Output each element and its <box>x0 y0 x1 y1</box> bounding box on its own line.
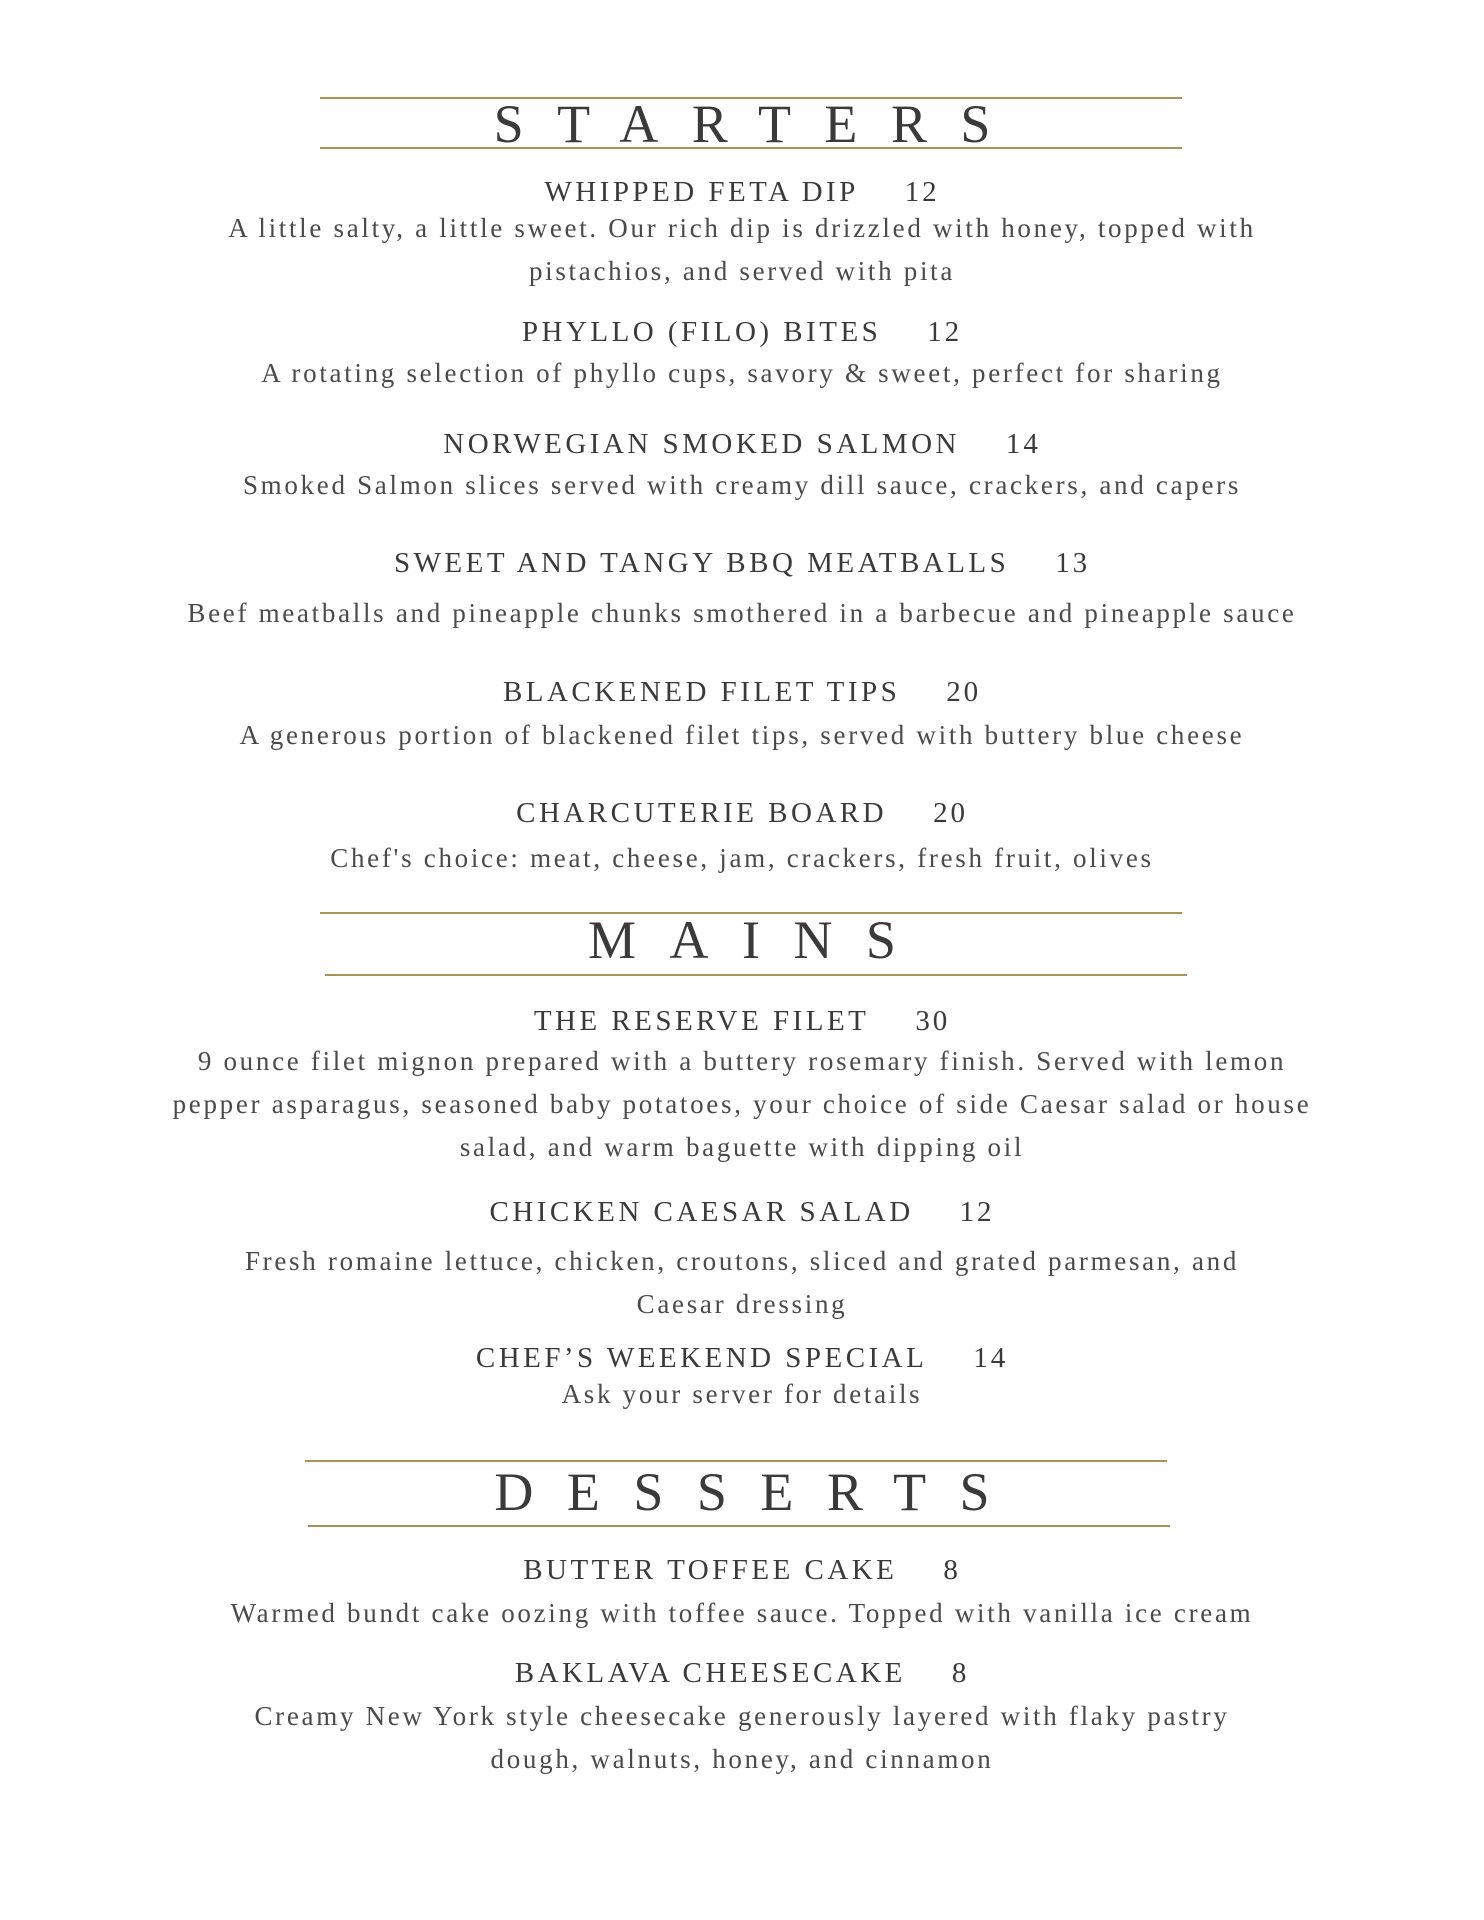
item-title: BUTTER TOFFEE CAKE <box>523 1554 898 1586</box>
menu-item-description: Ask your server for details <box>561 1379 923 1409</box>
menu-item-name <box>0 1340 1484 1376</box>
menu-item-name <box>0 314 1484 350</box>
menu-item-description: A little salty, a little sweet. Our rich dip is drizzled with honey, topped with pistachios, and served with pita <box>228 213 1256 286</box>
item-price: 14 <box>973 1342 1009 1374</box>
section-title-mains: MAINS <box>588 910 930 970</box>
menu-item-name <box>0 545 1484 581</box>
menu-item-name <box>0 1003 1484 1039</box>
menu-item-description: A rotating selection of phyllo cups, savory & sweet, perfect for sharing <box>261 358 1223 388</box>
menu-item-description: Smoked Salmon slices served with creamy dill sauce, crackers, and capers <box>242 470 1242 500</box>
item-price: 8 <box>943 1554 961 1586</box>
item-price: 20 <box>946 676 982 708</box>
menu-item-description: 9 ounce filet mignon prepared with a buttery rosemary finish. Served with lemon pepper asparagus, seasoned baby potatoes, your choice of side Caesar salad or house salad, and warm baguette with dipping oil <box>172 1046 1312 1162</box>
item-title: WHIPPED FETA DIP <box>544 176 859 208</box>
item-title: NORWEGIAN SMOKED SALMON <box>443 428 960 460</box>
item-price: 8 <box>951 1657 970 1689</box>
starters-bottom-rule <box>320 147 1182 149</box>
item-title: CHARCUTERIE BOARD <box>516 797 888 829</box>
menu-item-description: Fresh romaine lettuce, chicken, croutons, sliced and grated parmesan, and Caesar dressing <box>244 1246 1240 1319</box>
menu-item-description: A generous portion of blackened filet tips, served with buttery blue cheese <box>239 720 1245 750</box>
item-price: 13 <box>1055 547 1091 579</box>
item-title: BAKLAVA CHEESECAKE <box>514 1657 906 1689</box>
menu-item-description: Beef meatballs and pineapple chunks smothered in a barbecue and pineapple sauce <box>187 598 1297 628</box>
item-price: 14 <box>1005 428 1041 460</box>
item-title: THE RESERVE FILET <box>533 1005 870 1037</box>
item-title: CHICKEN CAESAR SALAD <box>489 1196 914 1228</box>
item-price: 12 <box>927 316 963 348</box>
menu-item-name <box>0 795 1484 831</box>
menu-item-description: Chef's choice: meat, cheese, jam, crackers, fresh fruit, olives <box>330 843 1154 873</box>
section-title-desserts: DESSERTS <box>494 1462 1024 1522</box>
section-title-starters: STARTERS <box>493 94 1024 154</box>
menu-item-name <box>0 174 1484 210</box>
item-title: PHYLLO (FILO) BITES <box>521 316 882 348</box>
item-title: SWEET AND TANGY BBQ MEATBALLS <box>393 547 1010 579</box>
item-price: 20 <box>933 797 968 829</box>
menu-item-name <box>0 1552 1484 1588</box>
item-price: 30 <box>915 1005 951 1037</box>
menu-item-description: Warmed bundt cake oozing with toffee sauce. Topped with vanilla ice cream <box>230 1598 1254 1628</box>
mains-bottom-rule <box>325 974 1187 976</box>
item-price: 12 <box>959 1196 995 1228</box>
menu-item-name <box>0 426 1484 462</box>
item-title: BLACKENED FILET TIPS <box>502 676 901 708</box>
item-price: 12 <box>904 176 940 208</box>
desserts-bottom-rule <box>308 1525 1170 1527</box>
menu-item-description: Creamy New York style cheesecake generously layered with flaky pastry dough, walnuts, honey, and cinnamon <box>254 1701 1230 1774</box>
item-title: CHEF’S WEEKEND SPECIAL <box>475 1342 928 1374</box>
menu-item-name <box>0 674 1484 710</box>
menu-item-name <box>0 1655 1484 1691</box>
menu-item-name <box>0 1194 1484 1230</box>
